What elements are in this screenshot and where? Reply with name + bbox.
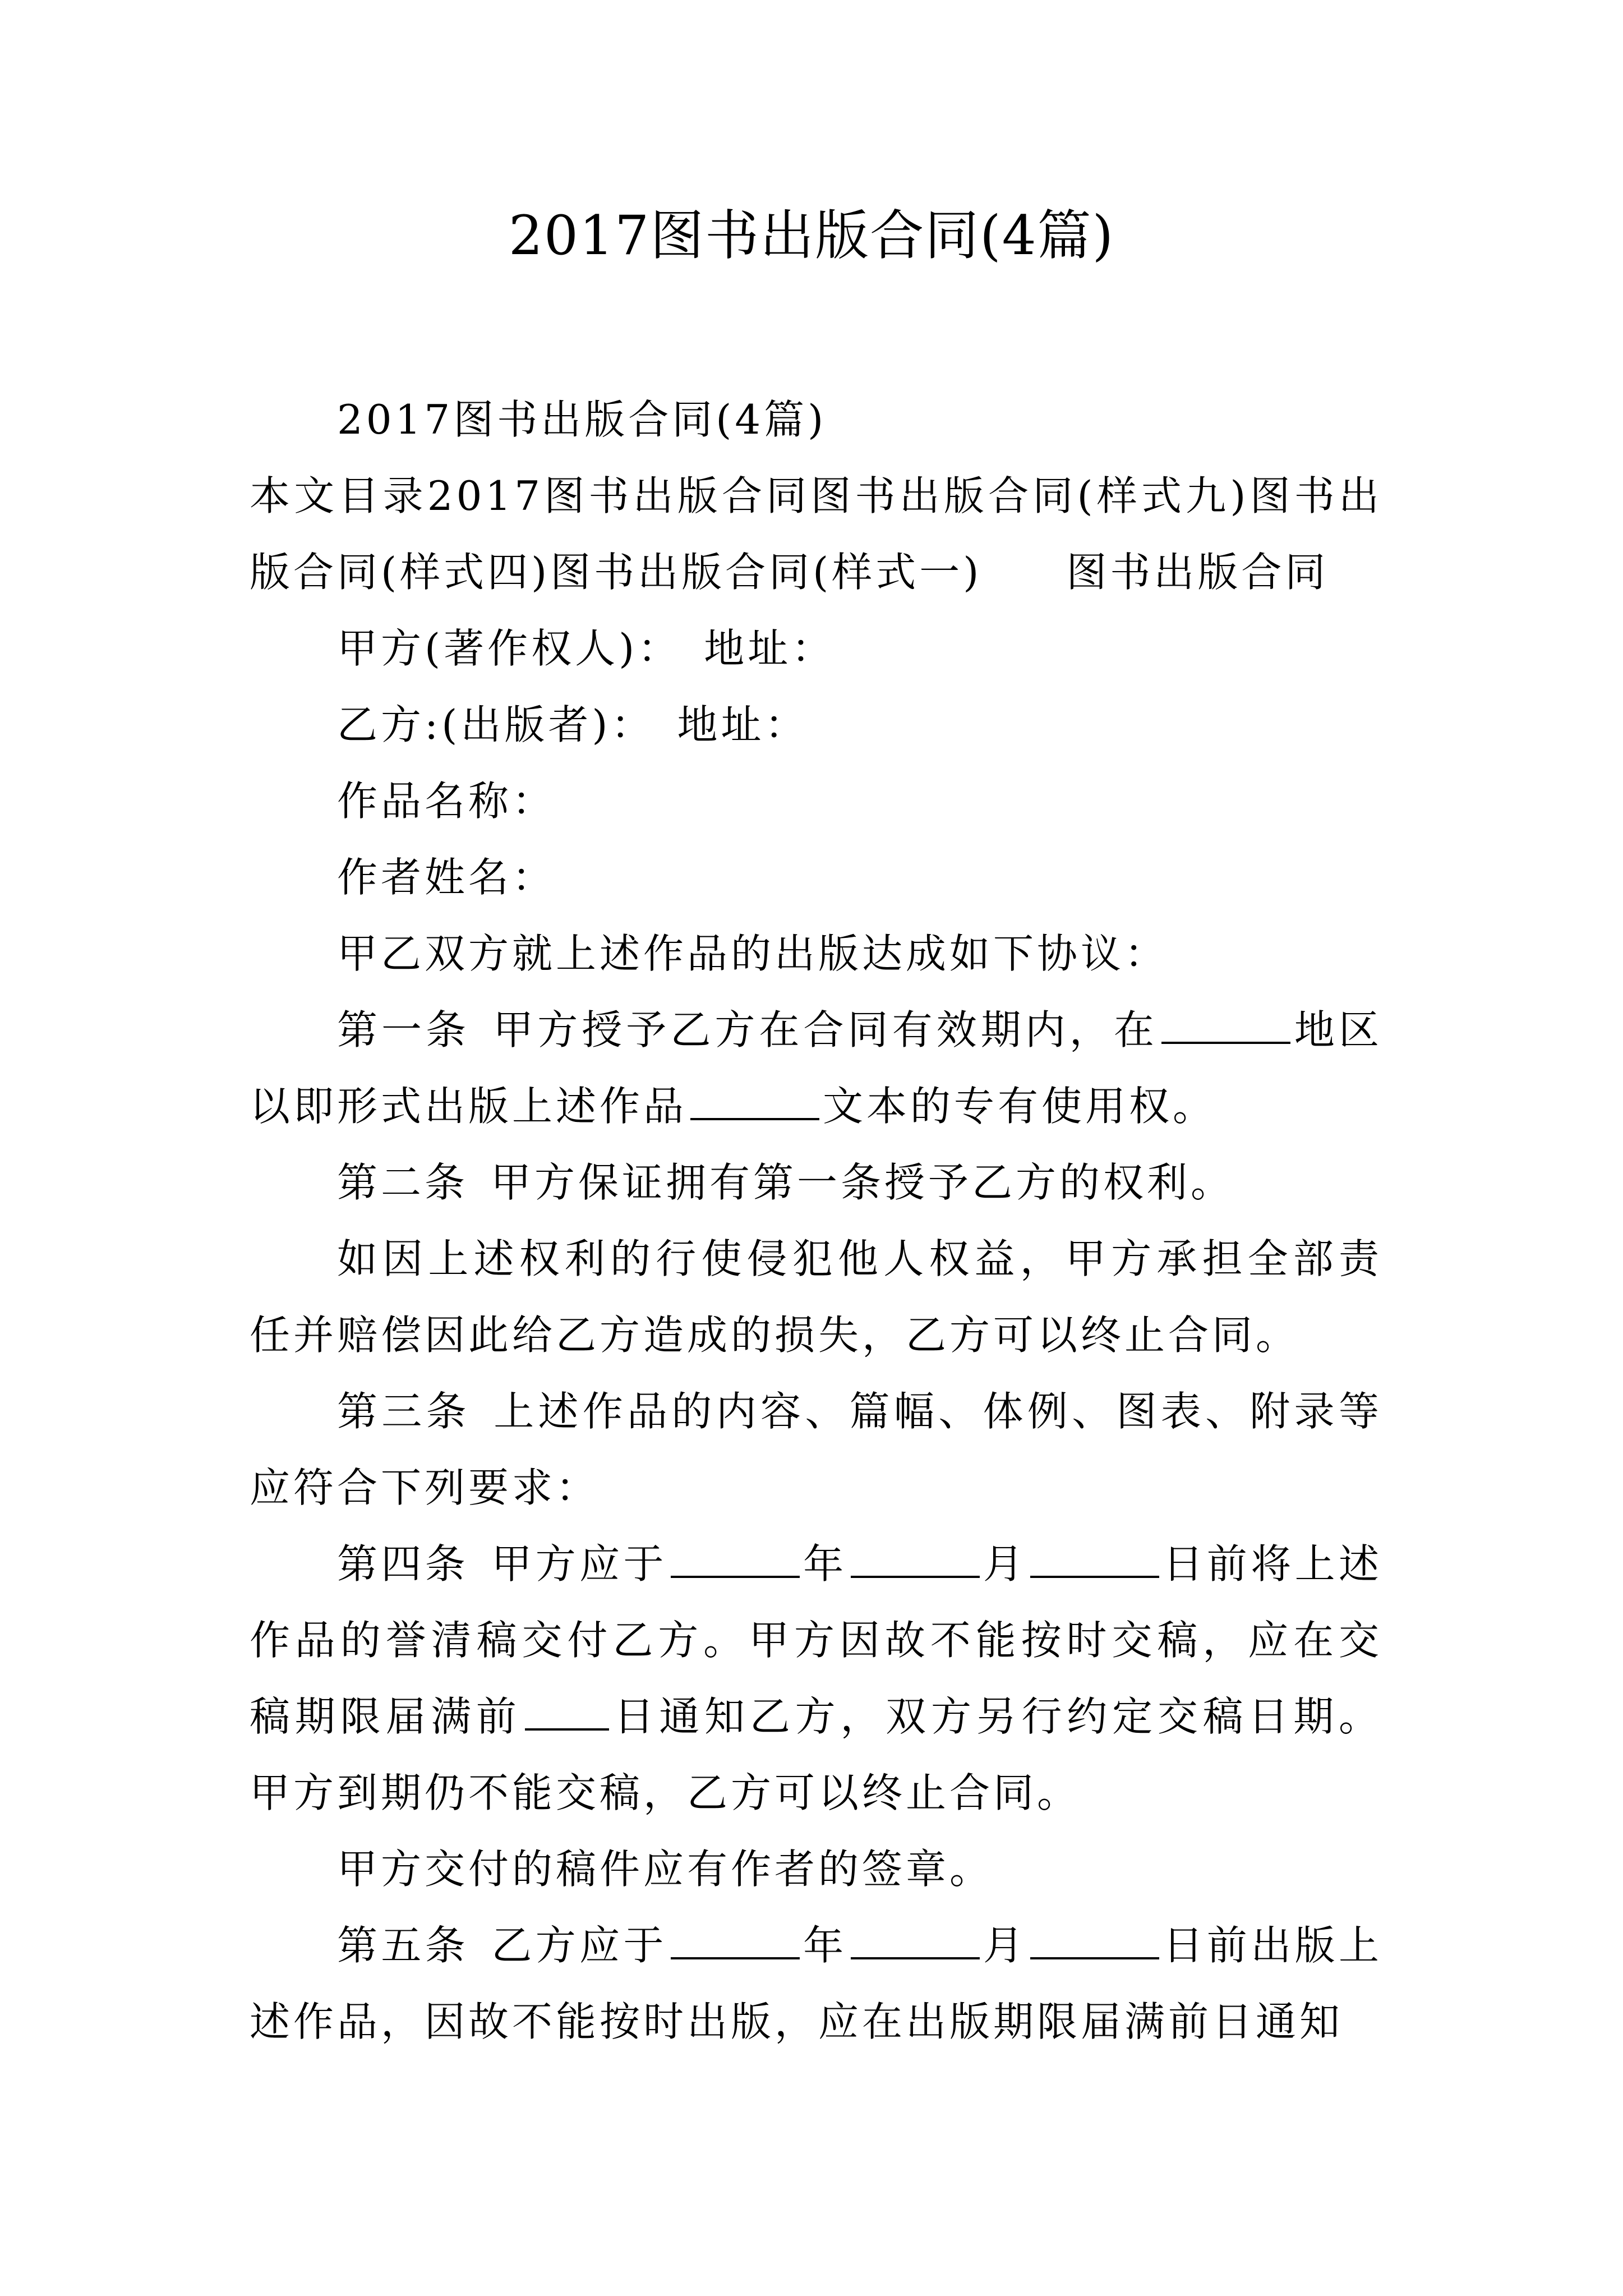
article-4-paragraph-2: 甲方交付的稿件应有作者的签章。 [337, 1846, 994, 1893]
article-1-text-a: 甲方授予乙方在合同有效期内，在 [492, 1006, 1158, 1053]
article-4 [250, 1526, 1382, 1831]
article-5 [250, 1907, 1382, 2060]
article-4-text-a: 甲方应于 [491, 1540, 667, 1588]
article-2-paragraph-2: 如因上述权利的行使侵犯他人权益，甲方承担全部责任并赔偿因此给乙方造成的损失，乙方可以终止合同。 [250, 1235, 1382, 1359]
author-name-line: 作者姓名： [337, 854, 556, 901]
blank-underline [1161, 1008, 1290, 1044]
article-4-text-c: 日通知乙方，双方另行约定交稿日期。甲方到期仍不能交稿，乙方可以终止合同。 [250, 1693, 1382, 1816]
article-1-text-c: 文本的专有使用权。 [823, 1083, 1217, 1130]
toc-part1: 本文目录2017图书出版合同图书出版合同(样式九)图书出版合同(样式四)图书出版合同(样式一) [250, 472, 1382, 596]
article-5-text-b: 日前出版上述作品，因故不能按时出版，应在出版期限届满前日通知 [250, 1922, 1382, 2045]
article-3 [250, 1373, 1382, 1526]
blank-underline [671, 1924, 800, 1959]
party-a-address: 地址： [704, 625, 836, 672]
article-5-month: 月 [983, 1922, 1027, 1969]
document-title: 2017图书出版合同(4篇) [508, 204, 1115, 267]
article-5-year: 年 [803, 1922, 847, 1969]
intro-paragraph: 甲乙双方就上述作品的出版达成如下协议： [337, 930, 1169, 977]
article-4-heading: 第四条 [337, 1540, 469, 1588]
blank-underline [525, 1695, 609, 1731]
blank-underline [851, 1924, 980, 1959]
article-2-text: 甲方保证拥有第一条授予乙方的权利。 [491, 1159, 1235, 1206]
article-1-heading: 第一条 [337, 1006, 471, 1053]
article-5-heading: 第五条 [337, 1922, 469, 1969]
party-a-label: 甲方(著作权人)： [337, 625, 682, 672]
article-3-text: 上述作品的内容、篇幅、体例、图表、附录等应符合下列要求： [250, 1388, 1382, 1511]
party-b-line [250, 687, 1382, 763]
article-2-heading: 第二条 [337, 1159, 469, 1206]
document-body [250, 381, 1382, 2060]
toc-part2: 图书出版合同 [1066, 549, 1329, 596]
blank-underline [851, 1542, 980, 1578]
party-b-label: 乙方:(出版者)： [337, 701, 655, 748]
subtitle: 2017图书出版合同(4篇) [337, 396, 827, 443]
article-4-text-b: 日前将上述作品的誉清稿交付乙方。甲方因故不能按时交稿，应在交稿期限届满前 [250, 1540, 1382, 1740]
article-4-year: 年 [803, 1540, 847, 1588]
blank-underline [1030, 1542, 1159, 1578]
article-1-text-b: 地区以即形式出版上述作品 [250, 1006, 1382, 1130]
article-4-month: 月 [983, 1540, 1027, 1588]
blank-underline [690, 1084, 819, 1120]
party-a-line [250, 610, 1382, 687]
article-3-heading: 第三条 [337, 1388, 471, 1435]
blank-underline [1030, 1924, 1159, 1959]
blank-underline [671, 1542, 800, 1578]
party-b-address: 地址： [677, 701, 809, 748]
work-name-line: 作品名称： [337, 777, 556, 825]
article-2 [250, 1144, 1382, 1221]
article-1 [250, 992, 1382, 1144]
article-5-text-a: 乙方应于 [491, 1922, 667, 1969]
table-of-contents [250, 458, 1382, 610]
